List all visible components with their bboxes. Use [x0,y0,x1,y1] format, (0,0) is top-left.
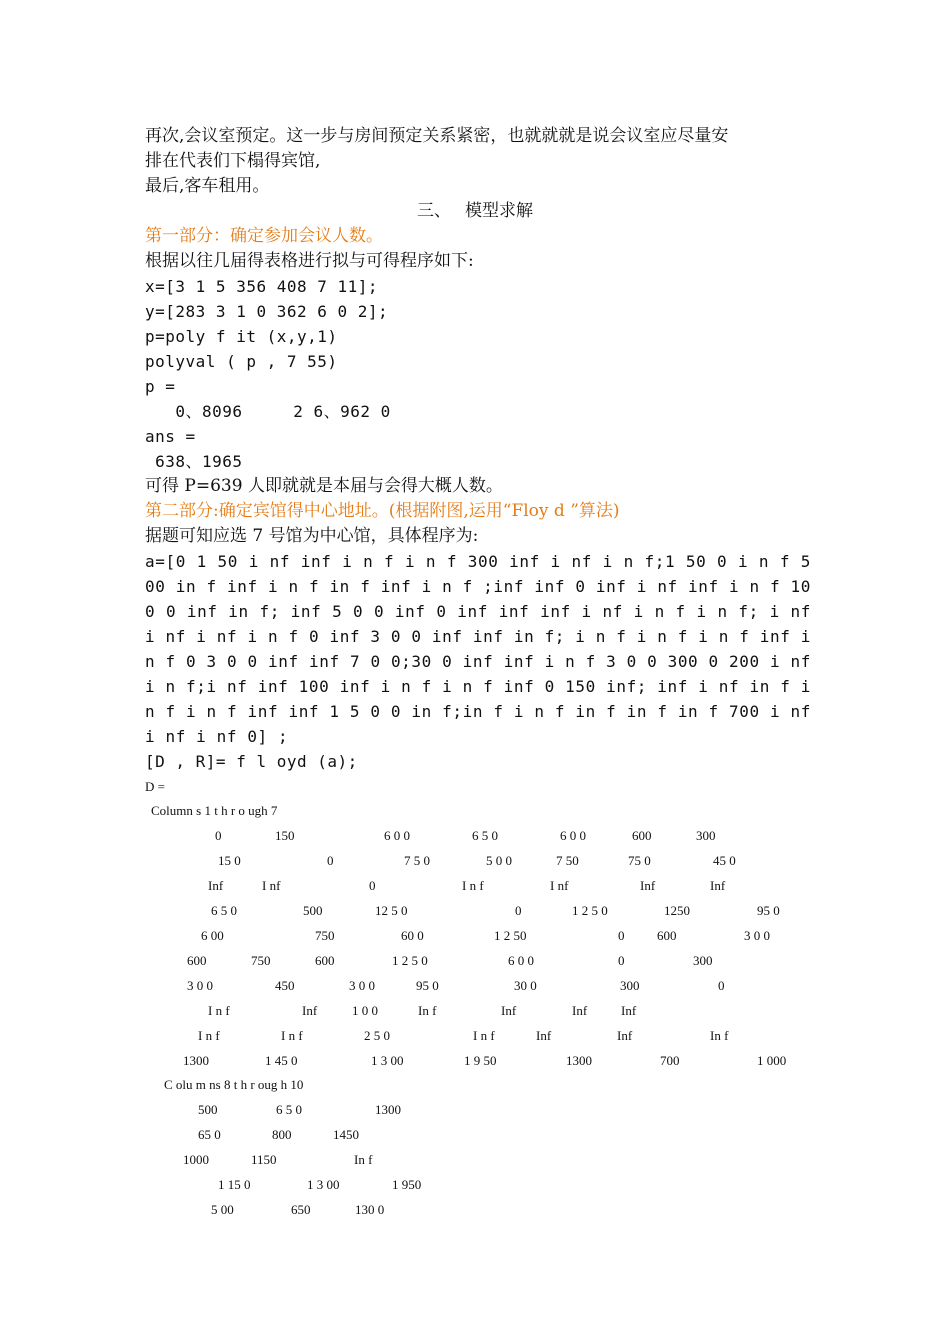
matrix-cell: 45 0 [713,853,736,868]
matrix-cell: 300 [693,953,713,968]
code-line: p=poly f it (x,y,1) [145,327,338,346]
matrix-cell: 1 2 5 0 [392,953,428,968]
matrix-cell: 3 0 0 [349,978,375,993]
part2-description: 据题可知应选 7 号馆为中心馆，具体程序为: [145,526,479,546]
matrix-row [0,1123,950,1148]
matrix-cell: 0 [515,903,522,918]
matrix-cell: Inf [501,1003,517,1018]
part1-result: 可得 P=639 人即就就是本届与会得大概人数。 [145,476,503,496]
matrix-cell: 75 0 [628,853,651,868]
matrix-row [0,1024,950,1049]
matrix-cell: 1 950 [392,1177,422,1192]
matrix-cell: 700 [660,1053,680,1068]
floyd-call-code: [D , R]= f l oyd (a); [145,752,358,771]
d-label: D = [145,779,165,794]
matrix-cell: 65 0 [198,1127,221,1142]
matrix-cell: 1300 [375,1102,401,1117]
matrix-cell: 500 [198,1102,218,1117]
matrix-row [0,974,950,999]
matrix-cell: 600 [315,953,335,968]
matrix-cell: 450 [275,978,295,993]
code-line: ans = [145,427,196,446]
matrix-cell: 1450 [333,1127,359,1142]
matrix-cell: 500 [303,903,323,918]
matrix-cell: 150 [275,828,295,843]
matrix-row [0,1049,950,1074]
matrix-cell: I n f [473,1028,495,1043]
matrix-cell: In f [710,1028,729,1043]
matrix-cell: 5 0 0 [486,853,512,868]
matrix-cell: 0 [369,878,376,893]
matrix-cell: Inf [208,878,224,893]
matrix-cell: 1300 [566,1053,592,1068]
matrix-cell: 95 0 [757,903,780,918]
part1-description: 根据以往几届得表格进行拟与可得程序如下: [145,251,474,271]
matrix-cell: 650 [291,1202,311,1217]
matrix-cell: 6 5 0 [472,828,498,843]
matrix-cell: 1 000 [757,1053,787,1068]
matrix-cell: 6 00 [201,928,224,943]
matrix-cell: 130 0 [355,1202,385,1217]
matrix-cell: 0 [215,828,222,843]
matrix-cell: 7 5 0 [404,853,430,868]
matrix-cell: Inf [536,1028,552,1043]
matrix-cell: 6 5 0 [211,903,237,918]
matrix-cell: Inf [302,1003,318,1018]
matrix-cell: 1150 [251,1152,277,1167]
matrix-cell: Inf [640,878,656,893]
matrix-cell: 3 0 0 [744,928,770,943]
matrix-cell: 60 0 [401,928,424,943]
matrix-cell: In f [418,1003,437,1018]
matrix-row [0,1173,950,1198]
matrix-row [0,1098,950,1123]
code-line: p = [145,377,176,396]
matrix-cell: Inf [617,1028,633,1043]
matrix-cell: 0 [327,853,334,868]
matrix-cell: 750 [251,953,271,968]
matrix-cell: 800 [272,1127,292,1142]
intro-line-3: 最后,客车租用。 [145,176,270,196]
matrix-cell: 750 [315,928,335,943]
section-heading: 三、 模型求解 [417,201,533,221]
matrix-cell: 300 [620,978,640,993]
matrix-cell: I n f [281,1028,303,1043]
matrix-cell: I n f [462,878,484,893]
intro-line-2: 排在代表们下榻得宾馆, [145,151,321,171]
columns-label-1: Column s 1 t h r o ugh 7 [151,803,278,818]
matrix-cell: 1 0 0 [352,1003,378,1018]
matrix-cell: I n f [208,1003,230,1018]
matrix-cell: 600 [187,953,207,968]
matrix-cell: 95 0 [416,978,439,993]
matrix-row [0,1148,950,1173]
matrix-row [0,824,950,849]
code-line: x=[3 1 5 356 408 7 11]; [145,277,379,296]
matrix-row [0,924,950,949]
matrix-cell: 0 [618,928,625,943]
matrix-cell: 0 [618,953,625,968]
matrix-cell: 600 [632,828,652,843]
matrix-cell: I n f [198,1028,220,1043]
matrix-row [0,899,950,924]
matrix-cell: 1 2 5 0 [572,903,608,918]
matrix-cell: 7 50 [556,853,579,868]
matrix-cell: 12 5 0 [375,903,408,918]
matrix-cell: 5 00 [211,1202,234,1217]
matrix-cell: 600 [657,928,677,943]
matrix-cell: 1 3 00 [371,1053,404,1068]
matrix-cell: 15 0 [218,853,241,868]
matrix-cell: Inf [572,1003,588,1018]
matrix-row [0,849,950,874]
intro-line-1: 再次,会议室预定。这一步与房间预定关系紧密，也就就就是说会议室应尽量安 [145,126,729,146]
columns-label-2: C olu m ns 8 t h r oug h 10 [164,1077,304,1092]
code-line: y=[283 3 1 0 362 6 0 2]; [145,302,389,321]
matrix-cell: 1 45 0 [265,1053,298,1068]
code-output: 638、1965 [145,452,243,471]
matrix-cell: 1250 [664,903,690,918]
matrix-cell: Inf [710,878,726,893]
matrix-definition-code: a=[0 1 50 i nf inf i n f i n f 300 inf i nf i n f;1 50 0 i n f 5 00 in f inf i n f in f inf i n f ;inf inf 0 inf i nf inf i n f 10 0 0 inf in f; inf 5 0 0 inf 0 inf inf inf i nf i n f i n f; i nf i nf i nf i n f 0 inf 3 0 0 inf inf in f; i n f i n f i n f inf i n f 0 3 0 0 inf inf 7 0 0;30 0 inf inf i n f 3 0 0 300 0 200 i nf i n f;i nf inf 100 inf i n f i n f inf 0 150 inf; inf i nf in f i n f i n f inf inf 1 5 0 0 in f;in f i n f in f in f in f 700 i nf i nf i nf 0] ; [145,552,811,746]
matrix-cell: 1 9 50 [464,1053,497,1068]
matrix-cell: I nf [550,878,569,893]
matrix-cell: 1300 [183,1053,209,1068]
matrix-row [0,999,950,1024]
matrix-cell: 6 0 0 [384,828,410,843]
code-output: 0、8096 2 6、962 0 [145,402,391,421]
matrix-row [0,874,950,899]
matrix-cell: 3 0 0 [187,978,213,993]
matrix-cell: 6 0 0 [560,828,586,843]
matrix-cell: 300 [696,828,716,843]
matrix-cell: 1000 [183,1152,209,1167]
matrix-cell: 6 5 0 [276,1102,302,1117]
matrix-cell: 30 0 [514,978,537,993]
matrix-cell: 6 0 0 [508,953,534,968]
matrix-row [0,1198,950,1223]
columns-label-1-row [0,799,950,824]
part2-title: 第二部分:确定宾馆得中心地址。(根据附图,运用“Floy d ”算法) [145,501,620,521]
code-line: polyval ( p , 7 55) [145,352,338,371]
matrix-cell: Inf [621,1003,637,1018]
columns-label-2-row [0,1073,950,1098]
matrix-cell: 0 [718,978,725,993]
matrix-cell: 2 5 0 [364,1028,390,1043]
matrix-cell: In f [354,1152,373,1167]
matrix-cell: 1 3 00 [307,1177,340,1192]
matrix-cell: 1 2 50 [494,928,527,943]
matrix-row [0,949,950,974]
matrix-cell: 1 15 0 [218,1177,251,1192]
part1-title: 第一部分：确定参加会议人数。 [145,226,383,246]
matrix-cell: I nf [262,878,281,893]
